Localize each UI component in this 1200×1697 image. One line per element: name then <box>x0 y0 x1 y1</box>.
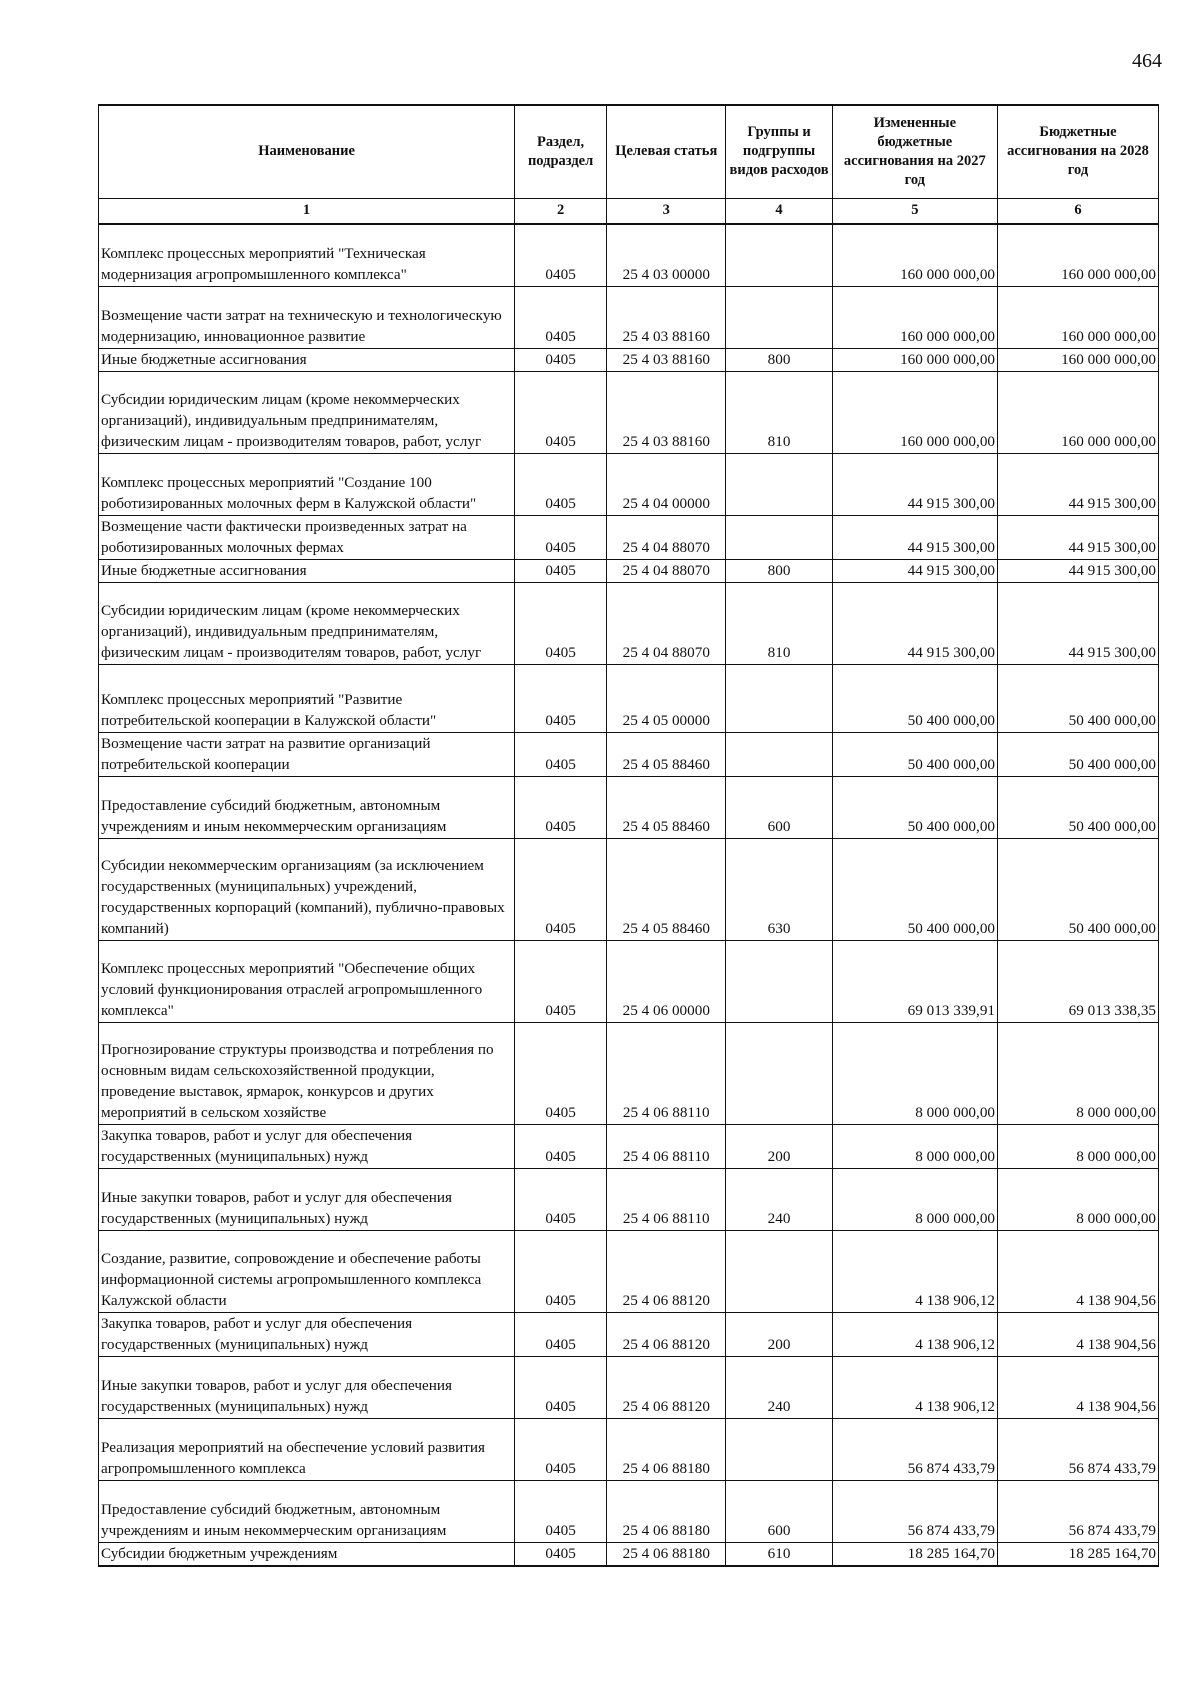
row-group: 600 <box>726 776 832 838</box>
row-group: 200 <box>726 1312 832 1356</box>
budget-table <box>98 104 1159 1567</box>
table-row <box>99 776 1159 838</box>
row-article: 25 4 04 00000 <box>607 453 726 515</box>
row-article: 25 4 03 00000 <box>607 224 726 286</box>
row-group <box>726 664 832 732</box>
row-article: 25 4 03 88160 <box>607 348 726 371</box>
row-section: 0405 <box>515 1168 607 1230</box>
row-article: 25 4 03 88160 <box>607 371 726 453</box>
row-amount-2027: 50 400 000,00 <box>832 732 997 776</box>
row-amount-2027: 44 915 300,00 <box>832 515 997 559</box>
row-amount-2028: 56 874 433,79 <box>998 1418 1159 1480</box>
row-amount-2028: 4 138 904,56 <box>998 1312 1159 1356</box>
row-section: 0405 <box>515 776 607 838</box>
table-row <box>99 664 1159 732</box>
table-row <box>99 371 1159 453</box>
row-article: 25 4 05 88460 <box>607 838 726 940</box>
row-name: Возмещение части фактически произведенных затрат на роботизированных молочных фермах <box>99 515 515 559</box>
row-group: 240 <box>726 1168 832 1230</box>
row-amount-2028: 44 915 300,00 <box>998 559 1159 582</box>
row-amount-2027: 69 013 339,91 <box>832 940 997 1022</box>
row-amount-2027: 4 138 906,12 <box>832 1230 997 1312</box>
table-row <box>99 1542 1159 1566</box>
column-number: 6 <box>998 198 1159 224</box>
row-group: 600 <box>726 1480 832 1542</box>
row-article: 25 4 06 88180 <box>607 1480 726 1542</box>
table-row <box>99 1022 1159 1124</box>
row-amount-2027: 44 915 300,00 <box>832 582 997 664</box>
header-group: Группы и подгруппы видов расходов <box>726 105 832 198</box>
row-name: Иные закупки товаров, работ и услуг для обеспечения государственных (муниципальных) нужд <box>99 1356 515 1418</box>
row-amount-2028: 69 013 338,35 <box>998 940 1159 1022</box>
row-group: 800 <box>726 348 832 371</box>
row-section: 0405 <box>515 559 607 582</box>
row-section: 0405 <box>515 1418 607 1480</box>
row-name: Предоставление субсидий бюджетным, автономным учреждениям и иным некоммерческим организациям <box>99 776 515 838</box>
row-section: 0405 <box>515 1124 607 1168</box>
row-article: 25 4 05 88460 <box>607 732 726 776</box>
table-row <box>99 224 1159 286</box>
row-section: 0405 <box>515 453 607 515</box>
row-group: 810 <box>726 582 832 664</box>
row-name: Субсидии юридическим лицам (кроме некоммерческих организаций), индивидуальным предпринимателям, физическим лицам - производителям товаров, работ, услуг <box>99 371 515 453</box>
row-amount-2027: 50 400 000,00 <box>832 838 997 940</box>
row-article: 25 4 05 00000 <box>607 664 726 732</box>
row-name: Комплекс процессных мероприятий "Развитие потребительской кооперации в Калужской области" <box>99 664 515 732</box>
row-section: 0405 <box>515 664 607 732</box>
row-amount-2028: 4 138 904,56 <box>998 1356 1159 1418</box>
header-2028: Бюджетные ассигнования на 2028 год <box>998 105 1159 198</box>
row-amount-2027: 4 138 906,12 <box>832 1312 997 1356</box>
row-name: Иные бюджетные ассигнования <box>99 559 515 582</box>
row-amount-2027: 160 000 000,00 <box>832 224 997 286</box>
row-group <box>726 286 832 348</box>
row-section: 0405 <box>515 940 607 1022</box>
row-amount-2028: 50 400 000,00 <box>998 776 1159 838</box>
row-article: 25 4 06 88110 <box>607 1124 726 1168</box>
row-article: 25 4 06 88110 <box>607 1022 726 1124</box>
row-group: 240 <box>726 1356 832 1418</box>
row-amount-2027: 50 400 000,00 <box>832 776 997 838</box>
row-name: Создание, развитие, сопровождение и обеспечение работы информационной системы агропромышленного комплекса Калужской области <box>99 1230 515 1312</box>
table-row <box>99 1418 1159 1480</box>
column-number: 1 <box>99 198 515 224</box>
row-section: 0405 <box>515 582 607 664</box>
row-name: Возмещение части затрат на развитие организаций потребительской кооперации <box>99 732 515 776</box>
table-row <box>99 1124 1159 1168</box>
column-number: 5 <box>832 198 997 224</box>
row-amount-2027: 44 915 300,00 <box>832 559 997 582</box>
row-name: Закупка товаров, работ и услуг для обеспечения государственных (муниципальных) нужд <box>99 1124 515 1168</box>
row-article: 25 4 04 88070 <box>607 559 726 582</box>
row-article: 25 4 06 88120 <box>607 1230 726 1312</box>
row-section: 0405 <box>515 1230 607 1312</box>
column-number-row <box>99 198 1159 224</box>
column-number: 4 <box>726 198 832 224</box>
row-amount-2027: 160 000 000,00 <box>832 371 997 453</box>
table-row <box>99 838 1159 940</box>
row-amount-2027: 50 400 000,00 <box>832 664 997 732</box>
row-name: Комплекс процессных мероприятий "Обеспечение общих условий функционирования отраслей агропромышленного комплекса" <box>99 940 515 1022</box>
row-name: Иные бюджетные ассигнования <box>99 348 515 371</box>
row-article: 25 4 06 88110 <box>607 1168 726 1230</box>
table-row <box>99 515 1159 559</box>
row-amount-2028: 44 915 300,00 <box>998 582 1159 664</box>
row-amount-2028: 56 874 433,79 <box>998 1480 1159 1542</box>
table-row <box>99 1230 1159 1312</box>
header-section: Раздел, подраздел <box>515 105 607 198</box>
row-group: 630 <box>726 838 832 940</box>
row-article: 25 4 04 88070 <box>607 515 726 559</box>
row-section: 0405 <box>515 371 607 453</box>
table-row <box>99 940 1159 1022</box>
row-amount-2027: 8 000 000,00 <box>832 1124 997 1168</box>
row-group <box>726 224 832 286</box>
table-body <box>99 224 1159 1566</box>
row-article: 25 4 03 88160 <box>607 286 726 348</box>
row-name: Возмещение части затрат на техническую и технологическую модернизацию, инновационное развитие <box>99 286 515 348</box>
table-row <box>99 582 1159 664</box>
table-row <box>99 559 1159 582</box>
row-amount-2027: 8 000 000,00 <box>832 1022 997 1124</box>
column-number: 2 <box>515 198 607 224</box>
table-row <box>99 286 1159 348</box>
row-name: Предоставление субсидий бюджетным, автономным учреждениям и иным некоммерческим организациям <box>99 1480 515 1542</box>
row-group <box>726 1418 832 1480</box>
table-row <box>99 1168 1159 1230</box>
row-amount-2028: 44 915 300,00 <box>998 515 1159 559</box>
row-group: 610 <box>726 1542 832 1566</box>
row-amount-2027: 160 000 000,00 <box>832 348 997 371</box>
row-amount-2028: 160 000 000,00 <box>998 286 1159 348</box>
row-amount-2027: 18 285 164,70 <box>832 1542 997 1566</box>
row-group: 200 <box>726 1124 832 1168</box>
row-article: 25 4 06 00000 <box>607 940 726 1022</box>
row-amount-2028: 4 138 904,56 <box>998 1230 1159 1312</box>
row-amount-2027: 160 000 000,00 <box>832 286 997 348</box>
table-row <box>99 348 1159 371</box>
row-amount-2027: 4 138 906,12 <box>832 1356 997 1418</box>
table-row <box>99 1312 1159 1356</box>
header-2027: Измененные бюджетные ассигнования на 2027 год <box>832 105 997 198</box>
row-name: Реализация мероприятий на обеспечение условий развития агропромышленного комплекса <box>99 1418 515 1480</box>
row-article: 25 4 06 88120 <box>607 1356 726 1418</box>
row-amount-2028: 50 400 000,00 <box>998 664 1159 732</box>
row-section: 0405 <box>515 515 607 559</box>
row-article: 25 4 06 88120 <box>607 1312 726 1356</box>
row-group <box>726 453 832 515</box>
row-section: 0405 <box>515 1312 607 1356</box>
row-amount-2028: 8 000 000,00 <box>998 1124 1159 1168</box>
row-name: Субсидии юридическим лицам (кроме некоммерческих организаций), индивидуальным предпринимателям, физическим лицам - производителям товаров, работ, услуг <box>99 582 515 664</box>
row-group <box>726 1022 832 1124</box>
row-name: Субсидии бюджетным учреждениям <box>99 1542 515 1566</box>
row-group <box>726 515 832 559</box>
row-amount-2028: 44 915 300,00 <box>998 453 1159 515</box>
row-amount-2027: 56 874 433,79 <box>832 1480 997 1542</box>
row-name: Прогнозирование структуры производства и потребления по основным видам сельскохозяйственной продукции, проведение выставок, ярмарок, конкурсов и других мероприятий в сельском хозяйстве <box>99 1022 515 1124</box>
page-number: 464 <box>1132 50 1162 72</box>
row-article: 25 4 06 88180 <box>607 1542 726 1566</box>
row-amount-2028: 8 000 000,00 <box>998 1022 1159 1124</box>
row-amount-2028: 18 285 164,70 <box>998 1542 1159 1566</box>
row-amount-2027: 8 000 000,00 <box>832 1168 997 1230</box>
row-name: Закупка товаров, работ и услуг для обеспечения государственных (муниципальных) нужд <box>99 1312 515 1356</box>
row-group <box>726 732 832 776</box>
row-section: 0405 <box>515 1542 607 1566</box>
row-name: Комплекс процессных мероприятий "Техническая модернизация агропромышленного комплекса" <box>99 224 515 286</box>
row-amount-2028: 160 000 000,00 <box>998 348 1159 371</box>
header-article: Целевая статья <box>607 105 726 198</box>
row-section: 0405 <box>515 838 607 940</box>
row-section: 0405 <box>515 286 607 348</box>
row-group <box>726 1230 832 1312</box>
table-row <box>99 1356 1159 1418</box>
row-section: 0405 <box>515 1022 607 1124</box>
row-article: 25 4 06 88180 <box>607 1418 726 1480</box>
table-row <box>99 1480 1159 1542</box>
row-article: 25 4 05 88460 <box>607 776 726 838</box>
row-amount-2027: 56 874 433,79 <box>832 1418 997 1480</box>
row-amount-2028: 8 000 000,00 <box>998 1168 1159 1230</box>
row-group: 800 <box>726 559 832 582</box>
row-section: 0405 <box>515 224 607 286</box>
table-row <box>99 732 1159 776</box>
row-article: 25 4 04 88070 <box>607 582 726 664</box>
row-section: 0405 <box>515 1356 607 1418</box>
row-amount-2027: 44 915 300,00 <box>832 453 997 515</box>
header-row <box>99 105 1159 198</box>
row-group: 810 <box>726 371 832 453</box>
column-number: 3 <box>607 198 726 224</box>
header-name: Наименование <box>99 105 515 198</box>
row-name: Комплекс процессных мероприятий "Создание 100 роботизированных молочных ферм в Калужской области" <box>99 453 515 515</box>
row-amount-2028: 160 000 000,00 <box>998 371 1159 453</box>
row-section: 0405 <box>515 732 607 776</box>
row-section: 0405 <box>515 348 607 371</box>
row-section: 0405 <box>515 1480 607 1542</box>
row-group <box>726 940 832 1022</box>
row-name: Иные закупки товаров, работ и услуг для обеспечения государственных (муниципальных) нужд <box>99 1168 515 1230</box>
table-row <box>99 453 1159 515</box>
row-amount-2028: 50 400 000,00 <box>998 838 1159 940</box>
row-name: Субсидии некоммерческим организациям (за исключением государственных (муниципальных) учреждений, государственных корпораций (компаний), публично-правовых компаний) <box>99 838 515 940</box>
row-amount-2028: 50 400 000,00 <box>998 732 1159 776</box>
row-amount-2028: 160 000 000,00 <box>998 224 1159 286</box>
